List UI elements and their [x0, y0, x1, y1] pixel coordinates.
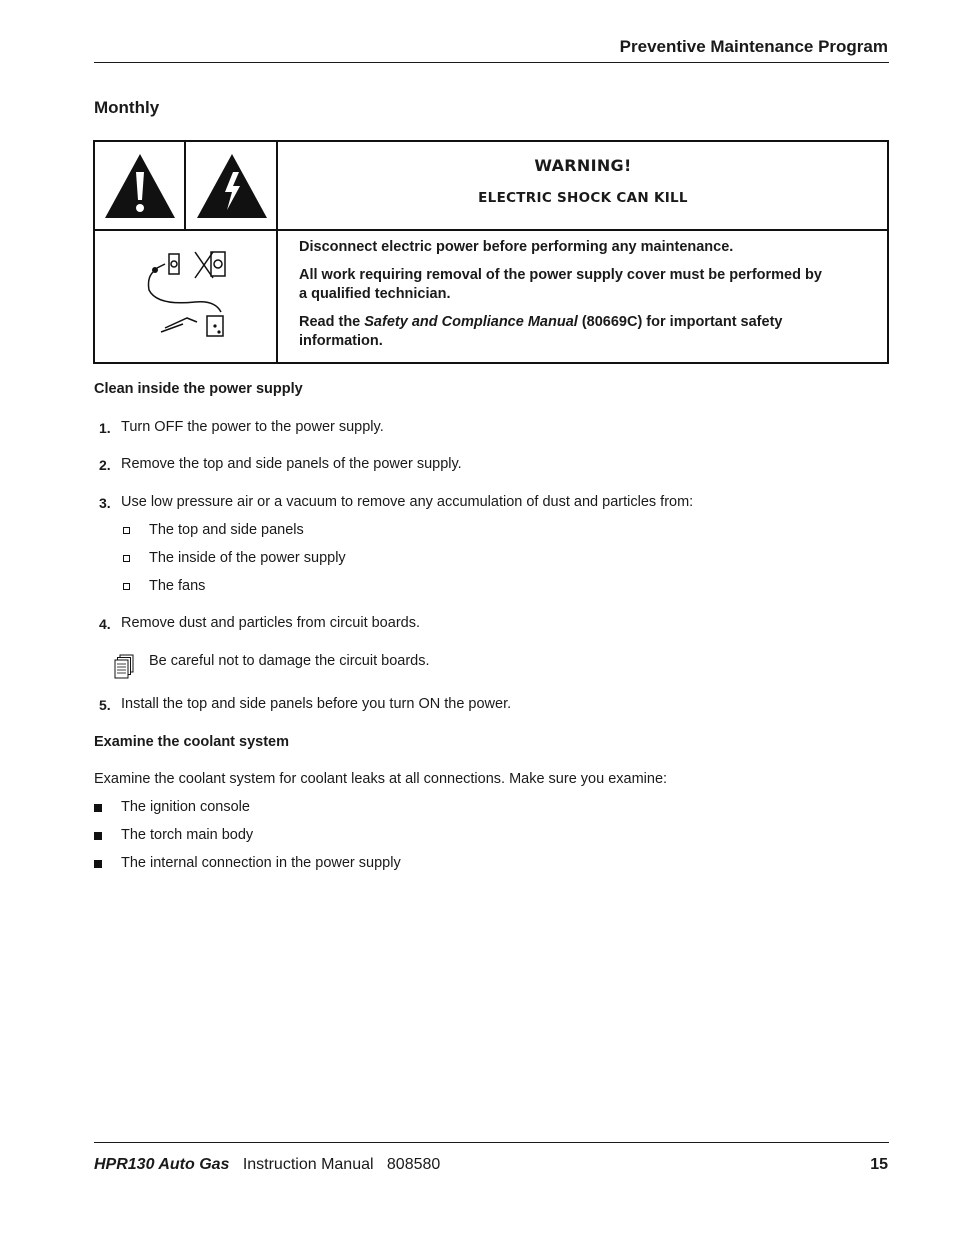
section-title: Monthly — [94, 98, 160, 117]
step-number: 4. — [99, 616, 111, 632]
bullet-icon — [94, 860, 102, 868]
footer-rule — [94, 1142, 889, 1143]
checkbox-bullet-icon — [123, 583, 130, 590]
step-text: Remove dust and particles from circuit boards. — [121, 615, 420, 631]
manual-title: Safety and Compliance Manual — [364, 314, 578, 330]
divider — [184, 142, 186, 230]
warning-line-3 — [299, 313, 871, 351]
step-number: 1. — [99, 420, 111, 436]
list-item: The ignition console — [121, 799, 250, 815]
checkbox-bullet-icon — [123, 555, 130, 562]
step-number: 5. — [99, 697, 111, 713]
warning-line-2b: a qualified technician. — [299, 286, 451, 302]
step-text: Install the top and side panels before you turn ON the power. — [121, 696, 512, 712]
running-header: Preventive Maintenance Program — [619, 37, 888, 56]
list-item: The internal connection in the power supply — [121, 855, 401, 871]
footer-doc-info — [94, 1156, 440, 1174]
note-icon — [113, 654, 135, 680]
warning-line-2a: All work requiring removal of the power supply cover must be performed by — [299, 267, 822, 283]
divider — [276, 142, 278, 362]
note-text: Be careful not to damage the circuit boards. — [149, 653, 430, 669]
warning-line-3-pre: Read the — [299, 314, 365, 330]
warning-box — [93, 140, 889, 364]
warning-line-1: Disconnect electric power before performing any maintenance. — [299, 239, 734, 255]
checkbox-bullet-icon — [123, 527, 130, 534]
electric-shock-icon — [195, 152, 269, 220]
warning-line-3-post: (80669C) for important safety — [577, 314, 783, 330]
divider — [95, 229, 887, 231]
coolant-intro: Examine the coolant system for coolant leaks at all connections. Make sure you examine: — [94, 771, 668, 787]
header-rule — [94, 62, 889, 63]
warning-triangle-icon — [103, 152, 177, 220]
footer-product: HPR130 Auto Gas — [94, 1156, 230, 1173]
step-text: Turn OFF the power to the power supply. — [121, 419, 384, 435]
warning-line-3a — [299, 313, 871, 332]
warning-line-2 — [299, 266, 871, 304]
footer-doc-type: Instruction Manual — [242, 1156, 374, 1173]
step-text: Remove the top and side panels of the power supply. — [121, 456, 462, 472]
list-item: The fans — [149, 578, 206, 594]
list-item: The top and side panels — [149, 522, 304, 538]
step-text: Use low pressure air or a vacuum to remove any accumulation of dust and particles from: — [121, 494, 694, 510]
warning-subtitle: ELECTRIC SHOCK CAN KILL — [478, 190, 688, 206]
step-number: 2. — [99, 457, 111, 473]
page-number: 15 — [870, 1156, 888, 1173]
step-number: 3. — [99, 495, 111, 511]
list-item: The torch main body — [121, 827, 254, 843]
footer-part-number: 808580 — [386, 1156, 441, 1173]
bullet-icon — [94, 804, 102, 812]
bullet-icon — [94, 832, 102, 840]
warning-title: WARNING! — [534, 156, 632, 175]
clean-heading: Clean inside the power supply — [94, 381, 303, 397]
disconnect-power-icon — [135, 242, 235, 342]
list-item: The inside of the power supply — [149, 550, 346, 566]
warning-line-3b: information. — [299, 333, 383, 349]
coolant-heading: Examine the coolant system — [94, 734, 290, 750]
